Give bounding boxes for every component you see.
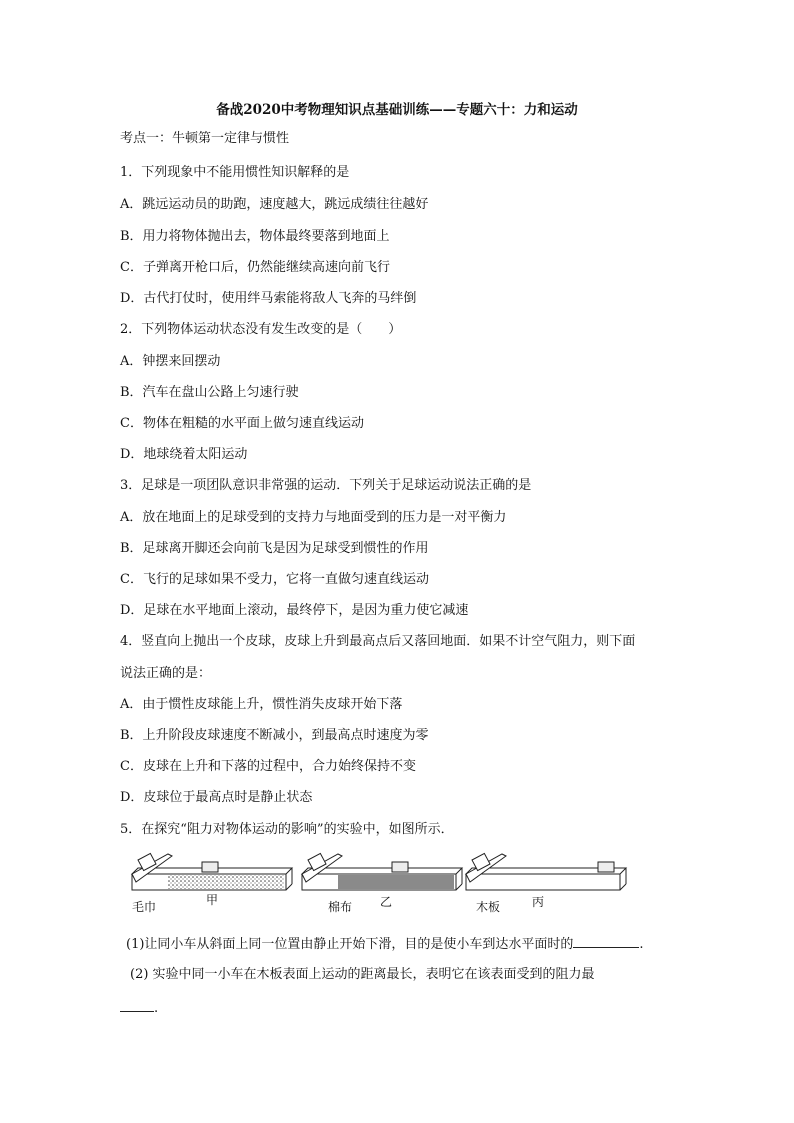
question-1-option-d: D．古代打仗时，使用绊马索能将敌人飞奔的马绊倒	[120, 291, 417, 306]
panel-towel-surface-label: 毛巾	[132, 900, 157, 914]
panel-board-name: 丙	[532, 895, 545, 909]
question-3-option-b: B．足球离开脚还会向前飞是因为足球受到惯性的作用	[120, 541, 429, 556]
panel-cotton	[302, 853, 462, 914]
question-3-option-d: D．足球在水平地面上滚动，最终停下，是因为重力使它减速	[120, 603, 469, 618]
question-4-option-a: A．由于惯性皮球能上升，惯性消失皮球开始下落	[120, 697, 403, 712]
question-5-sub-2-answer	[120, 999, 158, 1017]
question-2-option-a: A．钟摆来回摆动	[120, 354, 221, 369]
answer-blank-2[interactable]	[120, 999, 154, 1012]
question-2-option-c: C．物体在粗糙的水平面上做匀速直线运动	[120, 416, 364, 431]
question-5-sub-2-end: .	[154, 1001, 159, 1016]
question-4-option-c: C．皮球在上升和下落的过程中，合力始终保持不变	[120, 759, 416, 774]
question-2-stem: 2．下列物体运动状态没有发生改变的是（ ）	[120, 322, 402, 337]
cart-icon	[598, 862, 614, 872]
experiment-figure	[124, 852, 634, 920]
answer-blank-1[interactable]	[573, 935, 639, 948]
panel-towel-name: 甲	[206, 893, 219, 907]
question-3-stem: 3．足球是一项团队意识非常强的运动．下列关于足球运动说法正确的是	[120, 478, 532, 493]
panel-towel	[132, 853, 292, 914]
cart-icon	[202, 862, 218, 872]
question-5-stem: 5．在探究“阻力对物体运动的影响”的实验中，如图所示．	[120, 822, 454, 837]
question-1-option-c: C．子弹离开枪口后，仍然能继续高速向前飞行	[120, 260, 390, 275]
question-4-option-b: B．上升阶段皮球速度不断减小，到最高点时速度为零	[120, 728, 429, 743]
panel-cotton-surface-label: 棉布	[328, 900, 353, 914]
question-5-sub-1-end: .	[639, 937, 644, 952]
cart-icon	[392, 862, 408, 872]
question-1-stem: 1．下列现象中不能用惯性知识解释的是	[120, 165, 350, 180]
panel-board-surface-label: 木板	[476, 900, 501, 914]
section-heading: 考点一：牛顿第一定律与惯性	[120, 131, 290, 146]
question-1-option-b: B．用力将物体抛出去，物体最终要落到地面上	[120, 229, 390, 244]
panel-board	[466, 853, 626, 914]
question-1-option-a: A．跳远运动员的助跑，速度越大，跳远成绩往往越好	[120, 197, 429, 212]
question-5-sub-1	[126, 935, 644, 953]
question-4-stem-continued: 说法正确的是：	[120, 666, 212, 681]
question-2-option-b: B．汽车在盘山公路上匀速行驶	[120, 385, 299, 400]
cotton-surface	[338, 875, 454, 889]
question-4-option-d: D．皮球位于最高点时是静止状态	[120, 790, 313, 805]
question-4-stem: 4．竖直向上抛出一个皮球，皮球上升到最高点后又落回地面．如果不计空气阻力，则下面	[120, 634, 636, 649]
panel-cotton-name: 乙	[380, 895, 393, 909]
document-title: 备战2020中考物理知识点基础训练——专题六十：力和运动	[216, 102, 578, 118]
towel-surface	[168, 875, 284, 889]
question-3-option-a: A．放在地面上的足球受到的支持力与地面受到的压力是一对平衡力	[120, 510, 507, 525]
question-5-sub-1-text: (1)让同小车从斜面上同一位置由静止开始下滑，目的是使小车到达水平面时的	[126, 937, 574, 952]
question-2-option-d: D．地球绕着太阳运动	[120, 447, 248, 462]
question-3-option-c: C．飞行的足球如果不受力，它将一直做匀速直线运动	[120, 572, 429, 587]
question-5-sub-2: (2) 实验中同一小车在木板表面上运动的距离最长，表明它在该表面受到的阻力最	[130, 967, 595, 982]
